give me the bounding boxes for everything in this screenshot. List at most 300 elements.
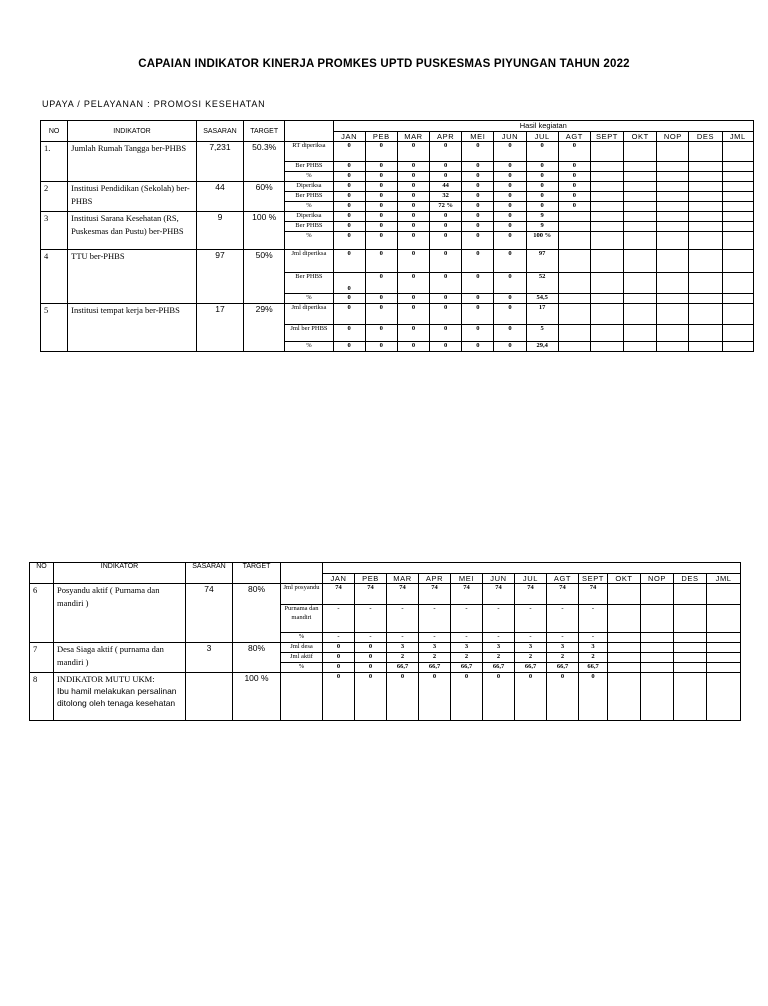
month-value [657, 162, 689, 172]
month-value: - [451, 605, 483, 633]
row-label: Diperiksa [285, 182, 333, 192]
month-value: 0 [323, 653, 355, 663]
header-hasil-kegiatan: Hasil kegiatan [333, 121, 753, 132]
month-value: 0 [494, 232, 526, 250]
month-value: 0 [451, 673, 483, 721]
month-value [657, 294, 689, 304]
month-value: 0 [365, 232, 397, 250]
row-label: % [285, 342, 333, 352]
month-value: 0 [526, 162, 558, 172]
month-value: 0 [397, 212, 429, 222]
month-value: 0 [355, 663, 387, 673]
month-value: 0 [333, 142, 365, 162]
month-value: 0 [462, 325, 494, 342]
month-value: 0 [333, 342, 365, 352]
month-value [689, 192, 722, 202]
month-value: 0 [462, 250, 494, 273]
month-value [657, 192, 689, 202]
month-value [558, 222, 590, 232]
month-value [707, 663, 741, 673]
month-value: 74 [547, 584, 579, 605]
month-value: 0 [526, 172, 558, 182]
indicator-number: 3 [41, 212, 68, 250]
header-sasaran: SASARAN [196, 121, 243, 142]
month-value: 0 [397, 294, 429, 304]
month-value: 66,7 [387, 663, 419, 673]
month-value [722, 222, 753, 232]
month-value: 0 [558, 202, 590, 212]
month-value [624, 162, 657, 172]
month-value: 74 [451, 584, 483, 605]
month-value: 0 [365, 325, 397, 342]
month-header: MEI [462, 132, 494, 142]
month-value: 0 [526, 202, 558, 212]
month-value [722, 202, 753, 212]
month-value: 0 [365, 304, 397, 325]
indicator-target: 50.3% [244, 142, 285, 182]
month-value: 0 [333, 325, 365, 342]
month-value [657, 172, 689, 182]
month-value: 0 [462, 342, 494, 352]
month-header: NOP [641, 574, 674, 584]
table-row [41, 250, 754, 273]
month-value: 2 [483, 653, 515, 663]
month-value: 0 [355, 643, 387, 653]
month-value: 0 [323, 643, 355, 653]
month-value [674, 633, 707, 643]
table-row [41, 142, 754, 162]
month-value: - [579, 633, 608, 643]
month-value [689, 232, 722, 250]
indicator-name: Posyandu aktif ( Purnama dan mandiri ) [54, 584, 186, 643]
month-value: 0 [365, 192, 397, 202]
indicator-sasaran: 74 [186, 584, 233, 643]
month-value: - [483, 605, 515, 633]
month-value: 0 [430, 342, 462, 352]
month-value [624, 222, 657, 232]
month-value: - [483, 633, 515, 643]
month-header: AGT [547, 574, 579, 584]
month-value [624, 304, 657, 325]
month-value: 0 [515, 673, 547, 721]
month-value: 0 [387, 673, 419, 721]
month-value: 0 [397, 162, 429, 172]
table-row [41, 212, 754, 222]
indicator-number: 4 [41, 250, 68, 304]
month-value [722, 162, 753, 172]
indicator-sasaran [186, 673, 233, 721]
month-value [674, 673, 707, 721]
month-value: 0 [397, 202, 429, 212]
month-value: 0 [430, 232, 462, 250]
month-value: 0 [462, 304, 494, 325]
month-header: JML [722, 132, 753, 142]
header-no: NO [30, 563, 54, 584]
month-value [558, 212, 590, 222]
month-header: JML [707, 574, 741, 584]
month-value: 0 [397, 325, 429, 342]
month-value [558, 232, 590, 250]
row-label: Ber PHBS [285, 162, 333, 172]
indicator-name: Institusi tempat kerja ber-PHBS [68, 304, 197, 352]
month-value [689, 250, 722, 273]
table-row [30, 584, 741, 605]
month-value [722, 342, 753, 352]
header-hasil-blank [323, 563, 741, 574]
header-target: TARGET [244, 121, 285, 142]
month-value: 74 [579, 584, 608, 605]
month-value: 0 [333, 182, 365, 192]
month-value [624, 294, 657, 304]
month-value: 0 [494, 294, 526, 304]
month-value: 66,7 [419, 663, 451, 673]
month-value [608, 663, 641, 673]
month-value [590, 202, 623, 212]
month-value [657, 304, 689, 325]
row-label: Jml ber PHBS [285, 325, 333, 342]
month-value [590, 162, 623, 172]
indicator-table-1 [40, 120, 754, 352]
month-value: 0 [397, 232, 429, 250]
month-value: 0 [333, 172, 365, 182]
month-header: OKT [608, 574, 641, 584]
month-value [689, 182, 722, 192]
month-value: 29,4 [526, 342, 558, 352]
month-value [722, 325, 753, 342]
header-indikator: INDIKATOR [54, 563, 186, 584]
month-value [722, 232, 753, 250]
month-value: 0 [526, 192, 558, 202]
indicator-number: 8 [30, 673, 54, 721]
month-value: 0 [494, 142, 526, 162]
month-value: 3 [387, 643, 419, 653]
month-header: OKT [624, 132, 657, 142]
month-value: 0 [558, 172, 590, 182]
month-value: 0 [365, 182, 397, 192]
month-value [689, 202, 722, 212]
month-value: 0 [397, 172, 429, 182]
month-value [624, 250, 657, 273]
month-value [590, 273, 623, 294]
month-value: 0 [397, 182, 429, 192]
month-value: 0 [547, 673, 579, 721]
month-value: 2 [515, 653, 547, 663]
month-value: 74 [387, 584, 419, 605]
month-value: 0 [365, 250, 397, 273]
month-value: - [419, 605, 451, 633]
month-value [657, 273, 689, 294]
month-value [674, 663, 707, 673]
month-value: 0 [462, 294, 494, 304]
month-value: 0 [333, 192, 365, 202]
month-value [707, 653, 741, 663]
month-value [624, 142, 657, 162]
header-blank [281, 563, 323, 584]
month-value: 0 [430, 142, 462, 162]
month-value: 9 [526, 222, 558, 232]
month-value: 0 [494, 192, 526, 202]
row-label: % [285, 294, 333, 304]
table-row [30, 643, 741, 653]
month-value [590, 294, 623, 304]
month-value: - [387, 605, 419, 633]
indicator-sasaran: 9 [196, 212, 243, 250]
row-label: Diperiksa [285, 212, 333, 222]
indicator-sasaran: 3 [186, 643, 233, 673]
month-value: 3 [419, 643, 451, 653]
month-value [558, 304, 590, 325]
month-value: 0 [462, 222, 494, 232]
month-value [674, 643, 707, 653]
row-label: % [281, 633, 323, 643]
month-value [707, 605, 741, 633]
month-value: 0 [397, 250, 429, 273]
month-value: - [323, 633, 355, 643]
month-value: 74 [483, 584, 515, 605]
month-value [707, 643, 741, 653]
row-label [281, 673, 323, 721]
indicator-name: Desa Siaga aktif ( purnama dan mandiri ) [54, 643, 186, 673]
section-subtitle: UPAYA / PELAYANAN : PROMOSI KESEHATAN [42, 99, 266, 109]
page-title: CAPAIAN INDIKATOR KINERJA PROMKES UPTD PUSKESMAS PIYUNGAN TAHUN 2022 [138, 58, 630, 70]
month-value: - [515, 633, 547, 643]
month-value: 0 [365, 342, 397, 352]
row-label: Ber PHBS [285, 273, 333, 294]
month-value [608, 673, 641, 721]
month-value [624, 172, 657, 182]
month-value: 3 [483, 643, 515, 653]
indicator-target: 100 % [244, 212, 285, 250]
month-value: 0 [462, 212, 494, 222]
indicator-table-2 [29, 562, 741, 721]
month-value: 0 [494, 250, 526, 273]
month-value: 0 [526, 182, 558, 192]
month-value [657, 325, 689, 342]
month-value: 74 [515, 584, 547, 605]
month-value: 0 [494, 342, 526, 352]
month-value [624, 325, 657, 342]
indicator-name: Jumlah Rumah Tangga ber-PHBS [68, 142, 197, 182]
indicator-number: 1. [41, 142, 68, 182]
month-value [674, 653, 707, 663]
month-value [590, 192, 623, 202]
month-value: 0 [462, 232, 494, 250]
header-indikator: INDIKATOR [68, 121, 197, 142]
month-value [641, 673, 674, 721]
month-value [590, 182, 623, 192]
month-value: 0 [323, 663, 355, 673]
month-value: 100 % [526, 232, 558, 250]
month-value: 0 [430, 273, 462, 294]
month-value: 0 [430, 172, 462, 182]
indicator-title: INDIKATOR MUTU UKM: [57, 674, 155, 684]
month-value: 0 [494, 212, 526, 222]
month-value: 66,7 [579, 663, 608, 673]
month-value: 17 [526, 304, 558, 325]
month-value: 66,7 [547, 663, 579, 673]
month-value: - [387, 633, 419, 643]
month-value: - [355, 605, 387, 633]
month-value [722, 304, 753, 325]
month-value [624, 202, 657, 212]
month-value: 0 [462, 182, 494, 192]
month-header: APR [430, 132, 462, 142]
month-value [674, 605, 707, 633]
row-label: Jml aktif [281, 653, 323, 663]
month-value [722, 273, 753, 294]
month-value: 0 [494, 162, 526, 172]
header-no: NO [41, 121, 68, 142]
month-value [590, 212, 623, 222]
month-value [558, 342, 590, 352]
month-value: 2 [547, 653, 579, 663]
row-label: Jml diperiksa [285, 304, 333, 325]
indicator-number: 5 [41, 304, 68, 352]
month-value: 5 [526, 325, 558, 342]
month-value: 0 [323, 673, 355, 721]
indicator-sasaran: 97 [196, 250, 243, 304]
month-value: - [419, 633, 451, 643]
month-value: 0 [397, 304, 429, 325]
month-value: 0 [558, 142, 590, 162]
month-value: - [547, 605, 579, 633]
month-value: 0 [494, 182, 526, 192]
month-value: - [451, 633, 483, 643]
month-value [590, 232, 623, 250]
month-value [657, 232, 689, 250]
table-row [41, 182, 754, 192]
row-label: Jml posyandu [281, 584, 323, 605]
month-value: 0 [494, 222, 526, 232]
month-value [722, 182, 753, 192]
month-header: JAN [323, 574, 355, 584]
month-value [689, 212, 722, 222]
month-value: - [515, 605, 547, 633]
month-value: 74 [355, 584, 387, 605]
indicator-sasaran: 7,231 [196, 142, 243, 182]
month-value: 0 [333, 202, 365, 212]
header-target: TARGET [233, 563, 281, 584]
month-value [722, 142, 753, 162]
month-value [674, 584, 707, 605]
month-value: 0 [397, 222, 429, 232]
month-value: 66,7 [483, 663, 515, 673]
month-value [608, 584, 641, 605]
indicator-name: Institusi Pendidikan (Sekolah) ber-PHBS [68, 182, 197, 212]
month-header: AGT [558, 132, 590, 142]
month-value: 0 [483, 673, 515, 721]
month-value: 3 [451, 643, 483, 653]
month-value: 0 [365, 212, 397, 222]
month-value: 0 [333, 250, 365, 273]
month-value: 0 [462, 192, 494, 202]
month-value [624, 182, 657, 192]
month-value [722, 172, 753, 182]
month-value: 97 [526, 250, 558, 273]
month-value: 0 [365, 294, 397, 304]
indicator-target: 29% [244, 304, 285, 352]
month-value [641, 584, 674, 605]
month-value [689, 172, 722, 182]
month-value: 0 [419, 673, 451, 721]
month-value [641, 643, 674, 653]
table-row [41, 304, 754, 325]
month-value: 32 [430, 192, 462, 202]
indicator-target: 80% [233, 643, 281, 673]
month-value: 0 [430, 212, 462, 222]
month-value [590, 304, 623, 325]
month-value: 0 [397, 342, 429, 352]
indicator-number: 6 [30, 584, 54, 643]
month-value [689, 162, 722, 172]
header-blank [285, 121, 333, 142]
month-value [624, 273, 657, 294]
month-value [624, 232, 657, 250]
indicator-name [54, 673, 186, 721]
header-sasaran: SASARAN [186, 563, 233, 584]
month-value: 0 [579, 673, 608, 721]
month-value: - [323, 605, 355, 633]
month-value [558, 294, 590, 304]
month-value: 74 [323, 584, 355, 605]
row-label: % [281, 663, 323, 673]
month-value: 0 [526, 142, 558, 162]
month-value: 66,7 [515, 663, 547, 673]
month-value [657, 222, 689, 232]
month-header: MAR [387, 574, 419, 584]
month-value: 0 [462, 273, 494, 294]
month-value: 0 [333, 273, 365, 294]
month-value [590, 342, 623, 352]
month-header: JUL [515, 574, 547, 584]
month-value [608, 643, 641, 653]
indicator-target: 100 % [233, 673, 281, 721]
row-label: % [285, 202, 333, 212]
month-value [722, 294, 753, 304]
month-value [624, 342, 657, 352]
indicator-sasaran: 17 [196, 304, 243, 352]
indicator-number: 2 [41, 182, 68, 212]
month-header: DES [689, 132, 722, 142]
month-value: 0 [355, 673, 387, 721]
indicator-description: Ibu hamil melakukan persalinan ditolong oleh tenaga kesehatan [57, 686, 177, 708]
month-value: 0 [333, 222, 365, 232]
month-value [657, 142, 689, 162]
month-value [608, 605, 641, 633]
month-header: MAR [397, 132, 429, 142]
month-value [558, 250, 590, 273]
indicator-sasaran: 44 [196, 182, 243, 212]
month-value: 72 % [430, 202, 462, 212]
month-value [707, 584, 741, 605]
month-value [641, 633, 674, 643]
month-value: 0 [365, 222, 397, 232]
month-value [689, 304, 722, 325]
month-value: - [579, 605, 608, 633]
month-header: JUL [526, 132, 558, 142]
month-value [657, 342, 689, 352]
month-value [624, 212, 657, 222]
month-value: 0 [430, 304, 462, 325]
month-value: 0 [333, 294, 365, 304]
month-header: SEPT [590, 132, 623, 142]
month-value: 0 [558, 162, 590, 172]
month-value [558, 325, 590, 342]
month-value [558, 273, 590, 294]
indicator-name: Institusi Sarana Kesehatan (RS, Puskesmas dan Pustu) ber-PHBS [68, 212, 197, 250]
month-value: 0 [462, 142, 494, 162]
month-value: 0 [365, 172, 397, 182]
